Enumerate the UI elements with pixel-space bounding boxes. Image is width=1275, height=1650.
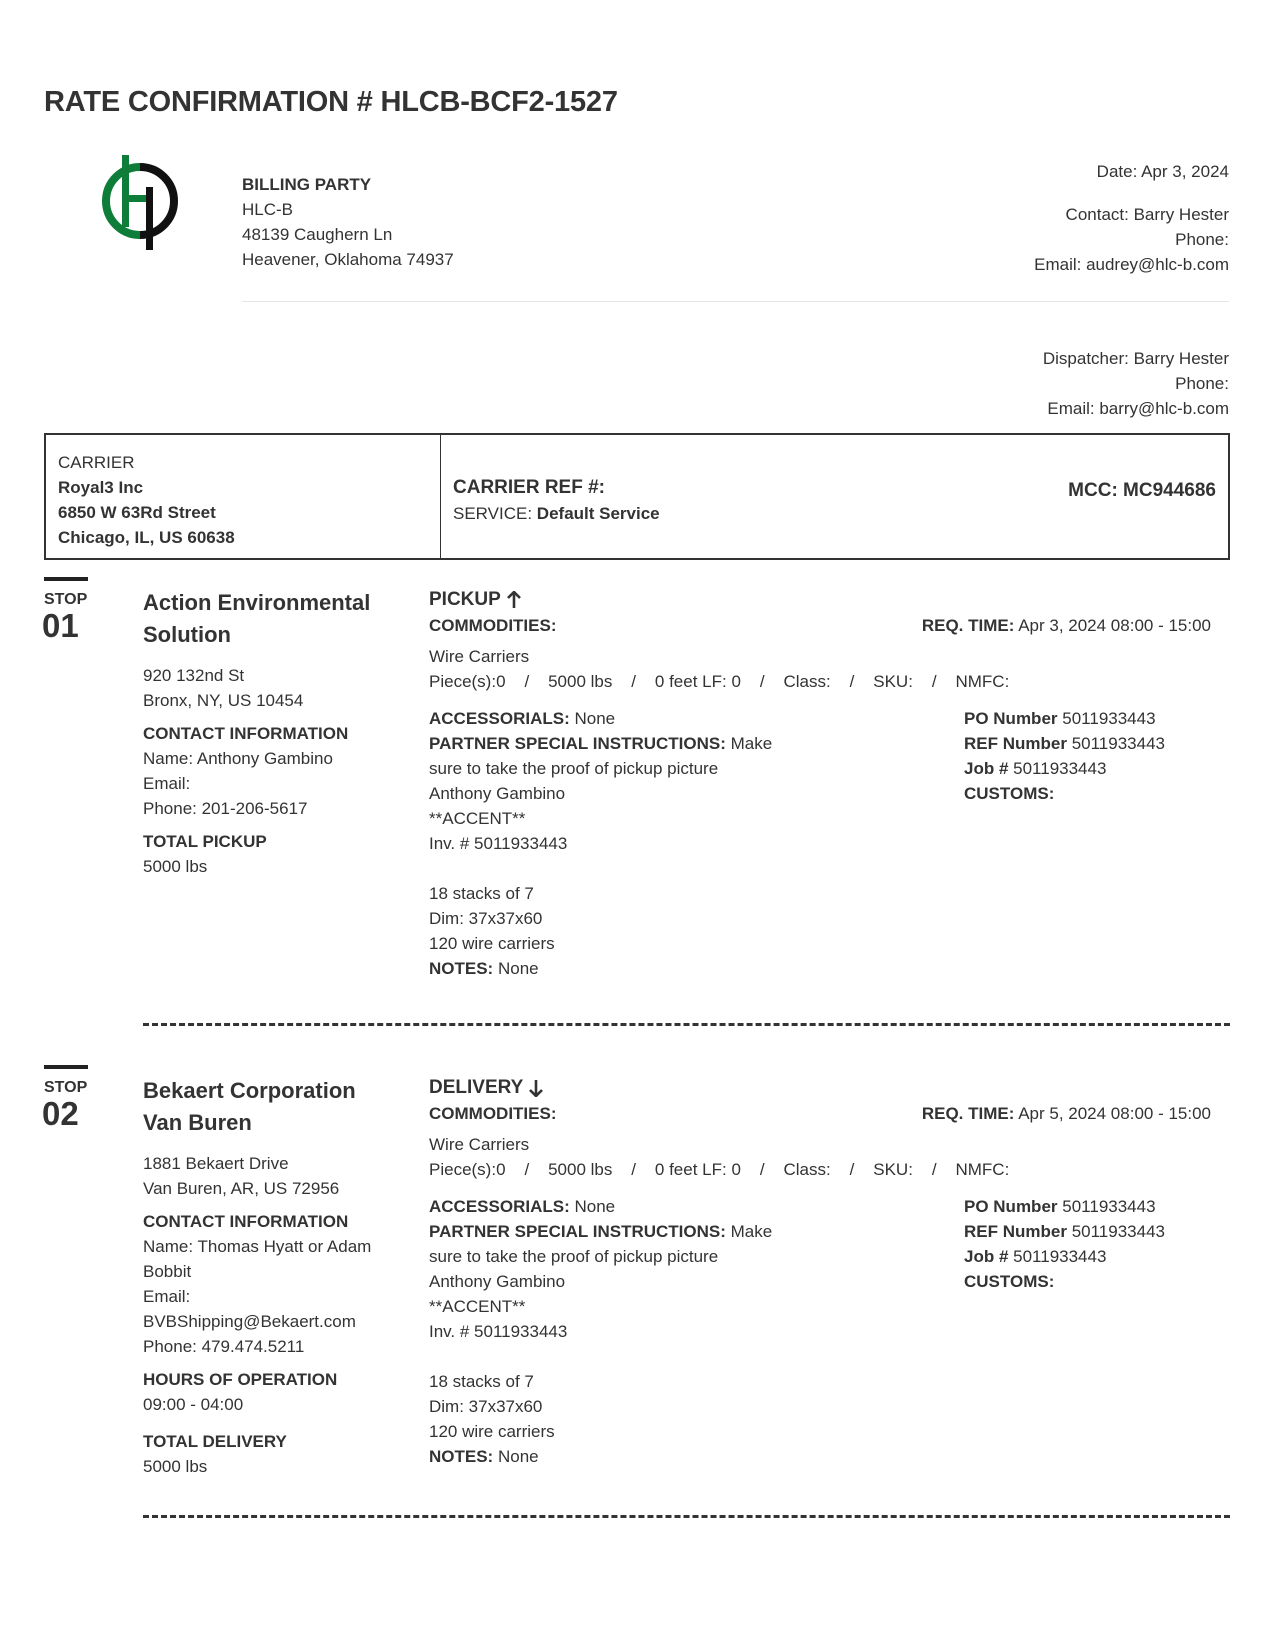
po-value: 5011933443 <box>1062 1197 1156 1216</box>
stop-address-2: Bronx, NY, US 10454 <box>143 691 304 710</box>
stop-bar <box>44 1065 88 1069</box>
stop-divider <box>143 1515 1230 1518</box>
accessorials <box>429 1194 789 1219</box>
notes <box>429 1444 789 1469</box>
contact-name: Contact: Barry Hester <box>1065 205 1229 224</box>
nmfc-field: NMFC: <box>955 1160 1010 1179</box>
req-time-label: REQ. TIME: <box>921 616 1015 635</box>
stop-type-label: PICKUP <box>429 589 501 610</box>
instruction-line: Dim: 37x37x60 <box>429 909 543 928</box>
page-title: RATE CONFIRMATION # HLCB-BCF2-1527 <box>44 86 618 118</box>
reference-numbers <box>964 706 1224 806</box>
dispatcher-email: Email: barry@hlc-b.com <box>1047 399 1229 418</box>
separator: / <box>931 1160 937 1179</box>
stop-details <box>429 587 1229 981</box>
service-line <box>453 501 1216 526</box>
carrier-info <box>46 435 441 558</box>
po-value: 5011933443 <box>1062 709 1156 728</box>
contact-info-label: CONTACT INFORMATION <box>143 1212 349 1231</box>
weight-field: 5000 lbs <box>548 672 613 691</box>
po-number <box>964 1194 1224 1219</box>
instruction-blank <box>429 1344 789 1369</box>
job-value: 5011933443 <box>1013 759 1107 778</box>
req-time-label: REQ. TIME: <box>921 1104 1015 1123</box>
company-name-line: Van Buren <box>143 1110 252 1135</box>
arrow-up-icon <box>506 591 522 609</box>
billing-address-2: Heavener, Oklahoma 74937 <box>242 250 454 269</box>
special-instructions <box>429 1219 789 1244</box>
accessorials-label: ACCESSORIALS: <box>429 709 570 728</box>
ref-value: 5011933443 <box>1071 1222 1165 1241</box>
commodities-row <box>429 613 1229 638</box>
instruction-blank <box>429 856 789 881</box>
billing-label: BILLING PARTY <box>242 175 372 194</box>
job-number <box>964 1244 1224 1269</box>
customs-label: CUSTOMS: <box>964 1272 1055 1291</box>
separator: / <box>759 1160 765 1179</box>
instruction-line: **ACCENT** <box>429 1297 526 1316</box>
contact-line: Name: Anthony Gambino <box>143 749 333 768</box>
contact-email: Email: audrey@hlc-b.com <box>1034 255 1229 274</box>
req-time-value: Apr 3, 2024 08:00 - 15:00 <box>1018 616 1211 635</box>
ref-value: 5011933443 <box>1071 734 1165 753</box>
separator: / <box>849 672 855 691</box>
instructions-area <box>429 706 1229 981</box>
special-instructions-label: PARTNER SPECIAL INSTRUCTIONS: <box>429 1222 726 1241</box>
notes <box>429 956 789 981</box>
total-label: TOTAL DELIVERY <box>143 1432 287 1451</box>
dispatcher-block <box>1043 346 1229 421</box>
instruction-line: 120 wire carriers <box>429 1422 555 1441</box>
company-name-line: Solution <box>143 622 231 647</box>
company-logo-icon <box>100 155 180 250</box>
commodity-name: Wire Carriers <box>429 647 530 666</box>
sku-field: SKU: <box>873 1160 913 1179</box>
commodities-label: COMMODITIES: <box>429 616 557 635</box>
carrier-box <box>44 433 1230 560</box>
length-field: 0 feet LF: 0 <box>654 672 741 691</box>
customs-label: CUSTOMS: <box>964 784 1055 803</box>
commodities-label: COMMODITIES: <box>429 1104 557 1123</box>
contact-line: Phone: 479.474.5211 <box>143 1337 305 1356</box>
stop-location <box>143 1075 413 1479</box>
date-text: Date: Apr 3, 2024 <box>1096 162 1229 181</box>
instructions <box>429 706 789 981</box>
accessorials-value: None <box>574 709 616 728</box>
job-label: Job # <box>964 759 1009 778</box>
req-time <box>922 1101 1211 1126</box>
contact-info-label: CONTACT INFORMATION <box>143 724 349 743</box>
hours-value: 09:00 - 04:00 <box>143 1395 244 1414</box>
instruction-line: 18 stacks of 7 <box>429 1372 534 1391</box>
dispatcher-phone: Phone: <box>1175 374 1229 393</box>
stop-number: 01 <box>42 607 79 644</box>
separator: / <box>631 1160 636 1179</box>
divider <box>242 301 1229 302</box>
separator: / <box>849 1160 855 1179</box>
separator: / <box>759 672 765 691</box>
accessorials-label: ACCESSORIALS: <box>429 1197 570 1216</box>
job-value: 5011933443 <box>1013 1247 1107 1266</box>
pieces-line <box>429 669 1229 694</box>
instruction-line: sure to take the proof of pickup picture <box>429 759 719 778</box>
job-number <box>964 756 1224 781</box>
commodities-row <box>429 1101 1229 1126</box>
reference-numbers <box>964 1194 1224 1294</box>
instruction-line: 120 wire carriers <box>429 934 555 953</box>
special-instructions-text: Make <box>730 734 773 753</box>
carrier-ref-info <box>441 435 1228 558</box>
billing-party <box>242 172 454 272</box>
total-value: 5000 lbs <box>143 1457 208 1476</box>
ref-label: REF Number <box>964 1222 1067 1241</box>
special-instructions-label: PARTNER SPECIAL INSTRUCTIONS: <box>429 734 726 753</box>
instructions-area <box>429 1194 1229 1469</box>
req-time <box>922 613 1211 638</box>
contact-line: BVBShipping@Bekaert.com <box>143 1312 356 1331</box>
total-value: 5000 lbs <box>143 857 208 876</box>
contact-line: Email: <box>143 1287 191 1306</box>
dispatcher-name: Dispatcher: Barry Hester <box>1042 349 1229 368</box>
contact-line: Name: Thomas Hyatt or Adam <box>143 1237 372 1256</box>
notes-label: NOTES: <box>429 1447 494 1466</box>
sku-field: SKU: <box>873 672 913 691</box>
billing-address-1: 48139 Caughern Ln <box>242 225 393 244</box>
service-label: SERVICE: <box>453 504 533 523</box>
nmfc-field: NMFC: <box>955 672 1010 691</box>
stop-label: STOP <box>44 591 88 608</box>
contact-line: Phone: 201-206-5617 <box>143 799 308 818</box>
separator: / <box>631 672 636 691</box>
length-field: 0 feet LF: 0 <box>654 1160 741 1179</box>
accessorials-value: None <box>574 1197 616 1216</box>
pieces-field: Piece(s):0 <box>429 672 506 691</box>
instruction-line: sure to take the proof of pickup picture <box>429 1247 719 1266</box>
arrow-down-icon <box>528 1079 544 1097</box>
contact-phone: Phone: <box>1175 230 1229 249</box>
total-label: TOTAL PICKUP <box>143 832 267 851</box>
commodity-name: Wire Carriers <box>429 1135 530 1154</box>
mcc-number: MCC: MC944686 <box>1068 480 1216 501</box>
stop-type <box>429 587 1229 613</box>
instruction-line: Inv. # 5011933443 <box>429 1322 568 1341</box>
company-name-line: Action Environmental <box>143 590 371 615</box>
pieces-field: Piece(s):0 <box>429 1160 506 1179</box>
stop-label: STOP <box>44 1079 88 1096</box>
carrier-label: CARRIER <box>58 453 135 472</box>
stop-location <box>143 587 413 879</box>
instruction-line: Anthony Gambino <box>429 1272 566 1291</box>
stop-address-1: 920 132nd St <box>143 666 245 685</box>
stop-bar <box>44 577 88 581</box>
instructions <box>429 1194 789 1469</box>
stop-details <box>429 1075 1229 1469</box>
carrier-address-1: 6850 W 63Rd Street <box>58 503 216 522</box>
stop-number: 02 <box>42 1095 79 1132</box>
ref-number <box>964 731 1224 756</box>
carrier-address-2: Chicago, IL, US 60638 <box>58 528 235 547</box>
carrier-ref-label: CARRIER REF #: <box>453 477 606 498</box>
weight-field: 5000 lbs <box>548 1160 613 1179</box>
notes-label: NOTES: <box>429 959 494 978</box>
instruction-line: **ACCENT** <box>429 809 526 828</box>
ref-number <box>964 1219 1224 1244</box>
instruction-line: 18 stacks of 7 <box>429 884 534 903</box>
po-label: PO Number <box>964 1197 1058 1216</box>
service-value: Default Service <box>536 504 660 523</box>
notes-value: None <box>497 959 539 978</box>
class-field: Class: <box>783 672 831 691</box>
stop-type-label: DELIVERY <box>429 1077 524 1098</box>
stop-type <box>429 1075 1229 1101</box>
separator: / <box>931 672 937 691</box>
instruction-line: Dim: 37x37x60 <box>429 1397 543 1416</box>
po-label: PO Number <box>964 709 1058 728</box>
stop-address-1: 1881 Bekaert Drive <box>143 1154 289 1173</box>
special-instructions-text: Make <box>730 1222 773 1241</box>
notes-value: None <box>497 1447 539 1466</box>
pieces-line <box>429 1157 1229 1182</box>
company-name-line: Bekaert Corporation <box>143 1078 356 1103</box>
ref-label: REF Number <box>964 734 1067 753</box>
contact-line: Email: <box>143 774 191 793</box>
instruction-line: Inv. # 5011933443 <box>429 834 568 853</box>
req-time-value: Apr 5, 2024 08:00 - 15:00 <box>1018 1104 1211 1123</box>
contact-line: Bobbit <box>143 1262 192 1281</box>
hours-label: HOURS OF OPERATION <box>143 1370 338 1389</box>
company-name <box>143 1075 413 1139</box>
separator: / <box>524 1160 530 1179</box>
separator: / <box>524 672 530 691</box>
company-name <box>143 587 413 651</box>
contact-block <box>1034 159 1229 277</box>
job-label: Job # <box>964 1247 1009 1266</box>
stop-divider <box>143 1023 1230 1026</box>
class-field: Class: <box>783 1160 831 1179</box>
po-number <box>964 706 1224 731</box>
special-instructions <box>429 731 789 756</box>
instruction-line: Anthony Gambino <box>429 784 566 803</box>
stop-address-2: Van Buren, AR, US 72956 <box>143 1179 340 1198</box>
carrier-name: Royal3 Inc <box>58 478 144 497</box>
billing-name: HLC-B <box>242 200 294 219</box>
accessorials <box>429 706 789 731</box>
